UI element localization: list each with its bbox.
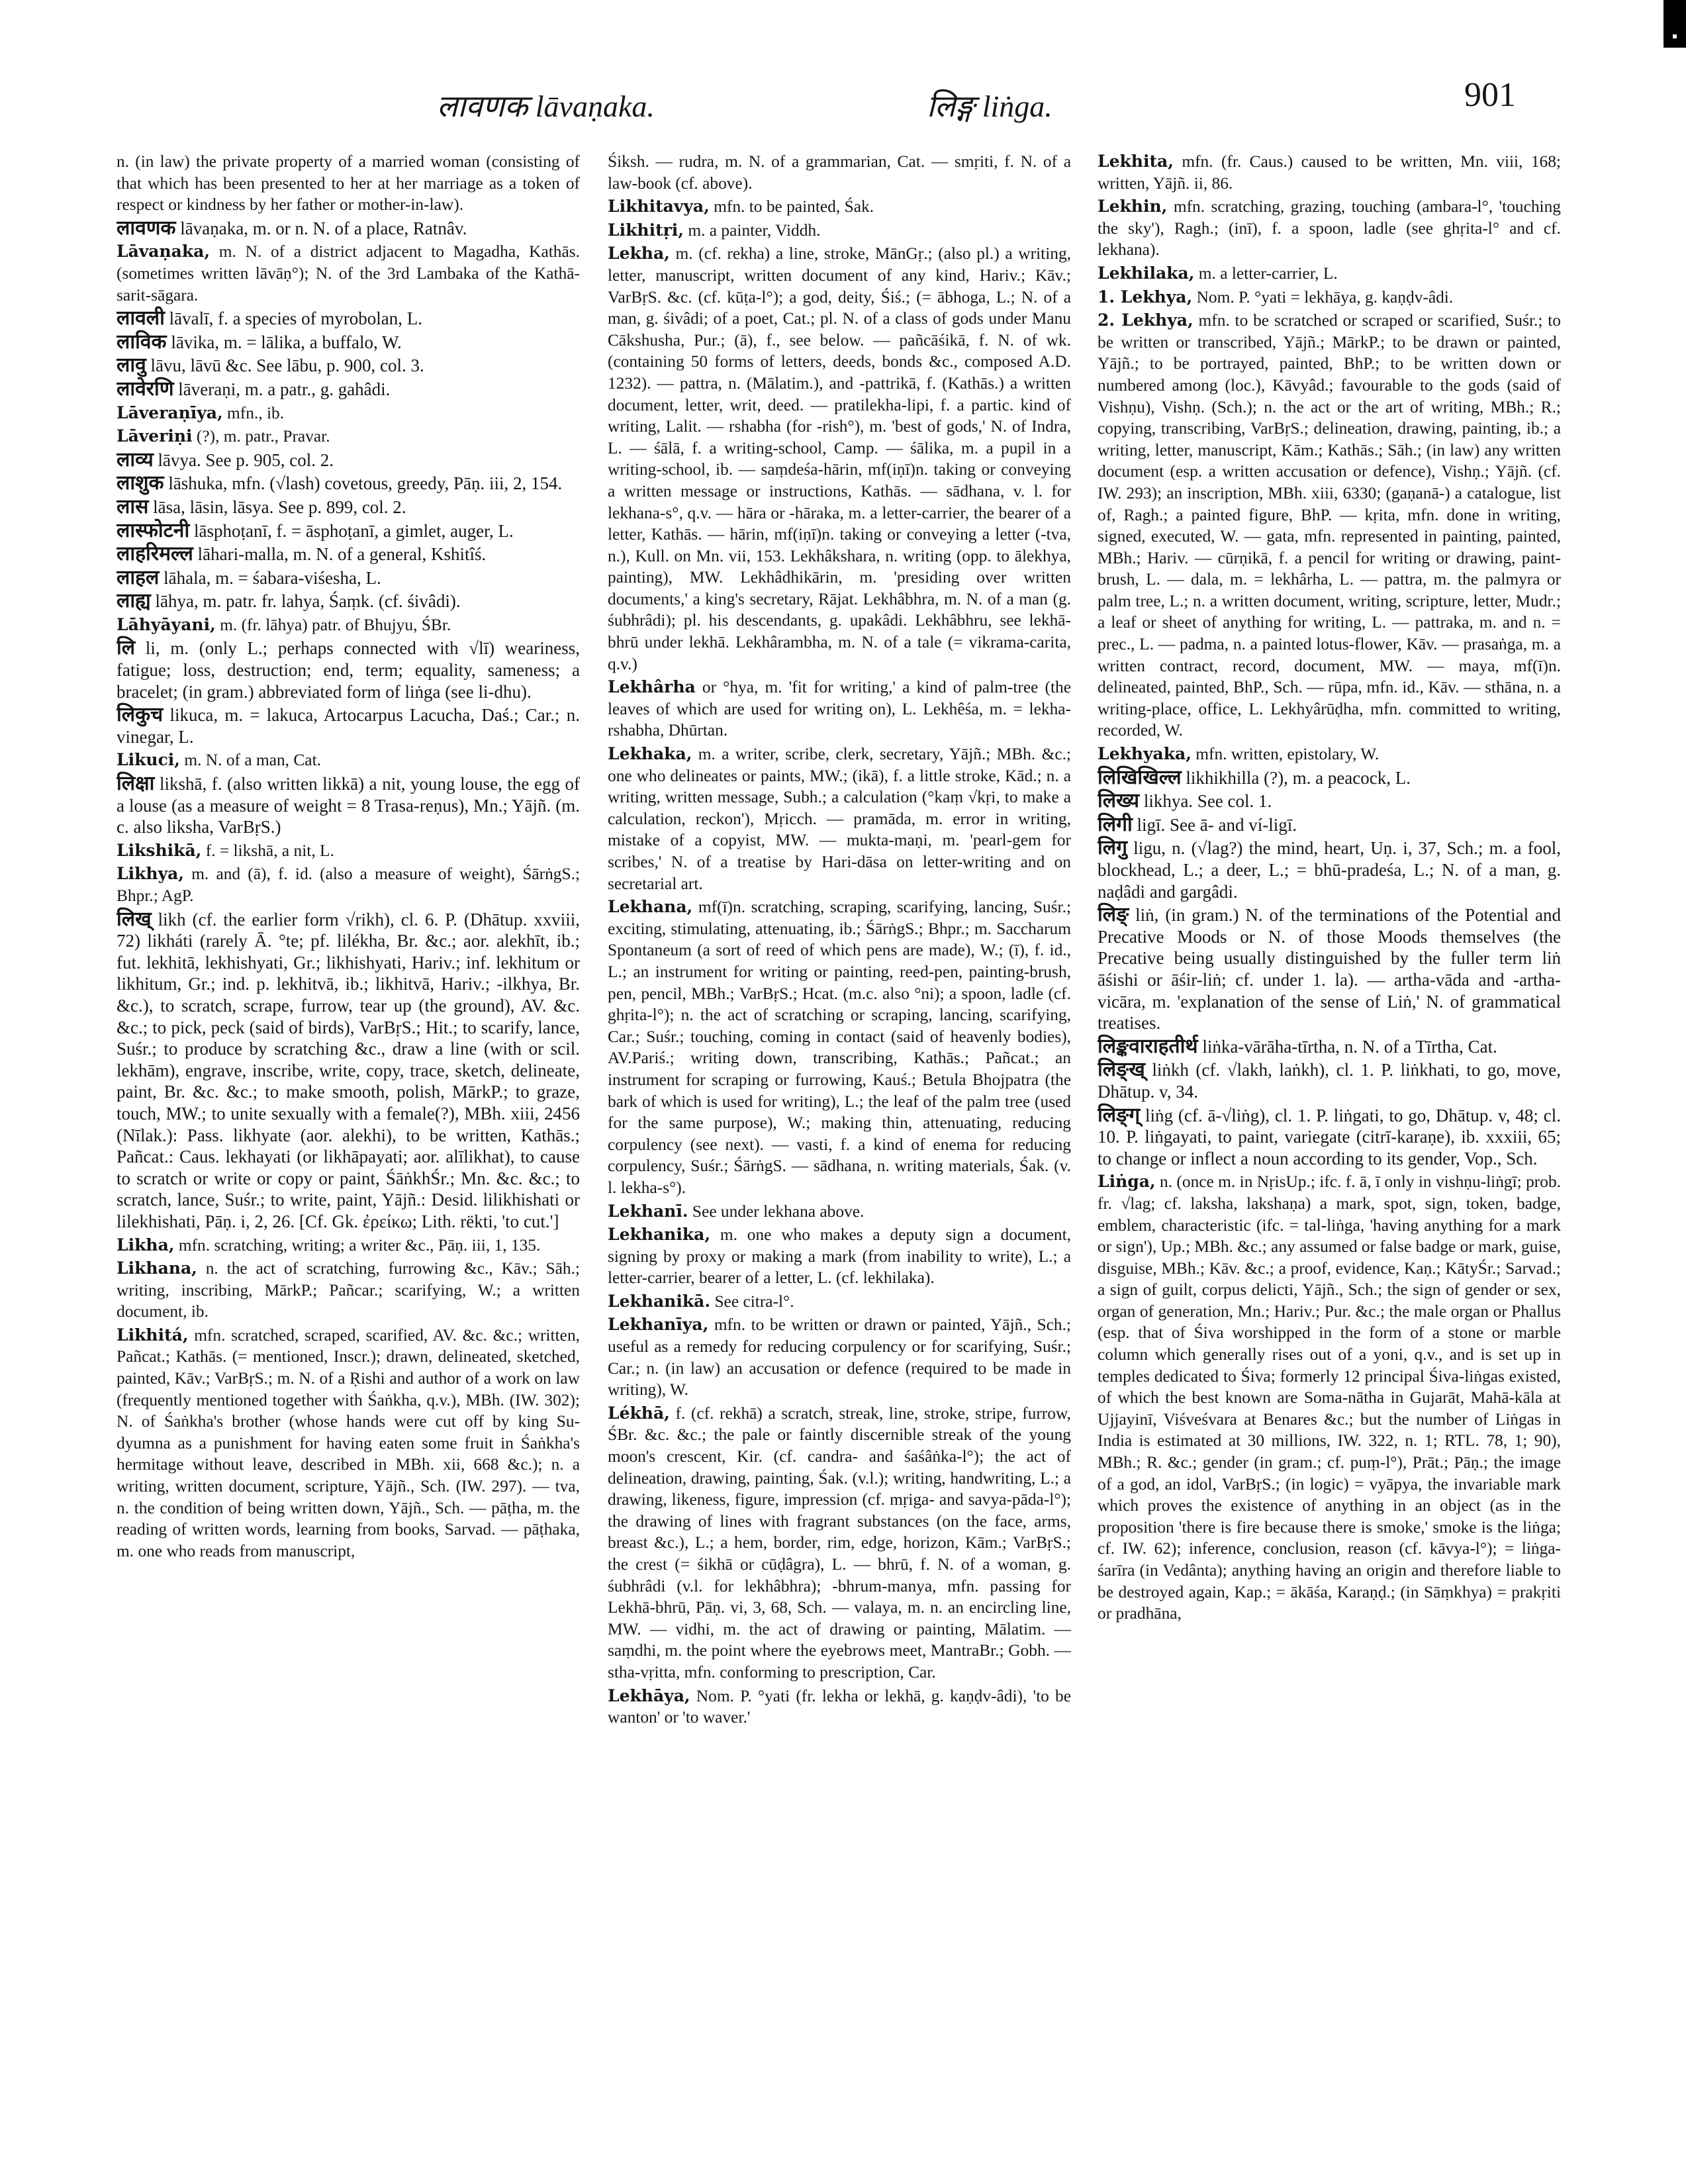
entry-headword: Likhitṛi, [608,220,684,240]
entry-headword: लाहल [117,565,160,589]
entry-text: m. a writer, scribe, clerk, secretary, Yājñ.; MBh. &c.; one who delineates or paints, MW.; (ikā), f. a little stroke, Kād.; n. a writing, written message, Subh.; a calculation (°kaṃ √kṛi, to make a calculation, reckon'), Mṛicch. — pramāda, m. error in writing, mistake of a copyist, MW. — mukta-maṇi, m. 'pearl-gem for scribes,' N. of a treatise by Hari-dāsa on letter-writing and on secretarial art. [608,745,1071,893]
entry-text: likuca, m. = lakuca, Artocarpus Lacucha, Daś.; Car.; n. vinegar, L. [117,705,580,747]
entry-headword: लिक्षा [117,772,155,796]
dictionary-entry [1098,1105,1561,1170]
entry-text: Śiksh. — rudra, m. N. of a grammarian, Cat. — smṛiti, f. N. of a law-book (cf. above). [608,152,1071,193]
entry-text: Nom. P. °yati = lekhāya, g. kaṇḍv-âdi. [1196,287,1454,307]
entry-text: lāveraṇi, m. a patr., g. gahâdi. [178,379,391,399]
entry-headword: Lekhaka, [608,744,692,764]
dictionary-entry [1098,196,1561,261]
dictionary-entry [117,218,580,240]
entry-headword: लिख् [117,907,152,931]
entry-text: mfn. to be painted, Śak. [714,197,874,216]
dictionary-entry [117,544,580,565]
entry-text: n. (once m. in NṛisUp.; ifc. f. ā, ī only in vishṇu-liṅgī; prob. fr. √lag; cf. laksha, lakshaṇa) a mark, spot, sign, token, badge, emblem, characteristic (ifc. = tal-liṅga, 'having anything for a mark or sign'), Up.; MBh. &c.; any assumed or false badge or mark, guise, disguise, MBh.; Kāv. &c.; a proof, evidence, Kaṇ.; KātyŚr.; Sarvad.; a sign of guilt, corpus delicti, Yājñ., Sch.; the sign of gender or sex, organ of generation, Mn.; Hariv.; Pur. &c.; the male organ or Phallus (esp. that of Śiva worshipped in the form of a stone or marble column which generally rises out of a yoni, q.v., and is set up in temples dedicated to Śiva; formerly 12 principal Śiva-liṅgas existed, of which the best known are Soma-nātha in Gujarāt, Mahā-kāla at Ujjayinī, Viśveśvara at Benares &c.; but the number of Liṅgas in India is estimated at 30 millions, IW. 322, n. 1; RTL. 78, 1; 90), MBh.; R. &c.; gender (in gram.; cf. puṃ-l°), Prāt.; Pāṇ.; the image of a god, an idol, VarBṛS.; (in logic) = vyāpya, the invariable mark which proves the existence of anything in an object (as in the proposition 'there is fire because there is smoke,' smoke is the liṅga; cf. IW. 62); inference, conclusion, reason (cf. kāvya-l°); = liṅga-śarīra (in Vedânta); anything having an origin and therefore liable to be destroyed again, Kap.; = ākāśa, Karaṇḍ.; (in Sāṃkhya) = prakṛiti or pradhāna, [1098,1172,1561,1623]
entry-headword: लिङ् [1098,903,1129,927]
entry-text: See under lekhana above. [692,1202,865,1221]
header-middle-guideword: लिङ्ग liṅga. [927,89,1053,123]
entry-headword: Lāveriṇi [117,426,193,446]
dictionary-entry [117,773,580,838]
dictionary-entry [608,220,1071,242]
entry-headword: Likha, [117,1235,175,1255]
entry-text: mfn. (fr. Caus.) caused to be written, Mn. viii, 168; written, Yājñ. ii, 86. [1098,152,1561,193]
entry-headword: Lekhârha [608,677,696,697]
dictionary-entry [117,567,580,589]
entry-text: m. a painter, Viddh. [688,220,821,240]
entry-text: liṅkh (cf. √lakh, laṅkh), cl. 1. P. liṅkhati, to go, move, Dhātup. v, 34. [1098,1060,1561,1102]
dictionary-entry [117,638,580,702]
column-middle [608,151,1071,2138]
dictionary-entry [608,896,1071,1198]
dictionary-entry [117,450,580,471]
entry-headword: Lekhanīya, [608,1315,709,1335]
dictionary-entry [117,473,580,495]
column-right [1098,151,1561,2138]
dictionary-entry [1098,837,1561,902]
entry-headword: Lekhanikā. [608,1291,711,1311]
entry-text: lāhala, m. = śabara-viśesha, L. [164,567,381,588]
entry-text: lāvaṇaka, m. or n. N. of a place, Ratnâv. [180,218,467,238]
dictionary-entry [117,614,580,636]
entry-headword: Liṅga, [1098,1172,1156,1192]
entry-text: f. (cf. rekhā) a scratch, streak, line, stroke, stripe, furrow, ŚBr. &c. &c.; the pale or faintly discernible streak of the young moon's crescent, Kir. (cf. candra- and śaśâṅka-l°); the act of delineation, drawing, painting, Śak. (v.l.); writing, handwriting, L.; a drawing, likeness, figure, impression (cf. mṛiga- and savya-pāda-l°); the drawing of lines with fragrant substances (on the face, arms, breast &c.), L.; a hem, border, rim, edge, horizon, Kām.; VarBṛS.; the crest (= śikhā or cūḍâgra), L. — bhrū, f. N. of a woman, g. śubhrâdi (v.l. for lekhâbhra); -bhrum-manya, mfn. passing for Lekhā-bhrū, Pāṇ. vi, 3, 68, Sch. — valaya, m. n. an encircling line, MW. — vidhi, m. the act of drawing or painting, Mālatim. — saṃdhi, m. the point where the eyebrows meet, MantraBr.; Gobh. — stha-vṛitta, mfn. conforming to prescription, Car. [608,1403,1071,1682]
entry-headword: लास्फोटनी [117,518,190,542]
dictionary-entry [117,520,580,542]
entry-text: likhikhilla (?), m. a peacock, L. [1186,767,1411,788]
page-number: 901 [1464,76,1516,114]
corner-dot [1673,34,1677,38]
entry-text: m. and (ā), f. id. (also a measure of weight), ŚārṅgS.; Bhpr.; AgP. [117,865,580,905]
dictionary-entry [1098,263,1561,285]
dictionary-entry [608,151,1071,194]
entry-headword: Lekhanī. [608,1201,688,1221]
entry-text: (?), m. patr., Pravar. [196,427,330,446]
entry-headword: Lekhilaka, [1098,263,1195,283]
entry-headword: 2. Lekhya, [1098,310,1194,330]
dictionary-entry [1098,151,1561,194]
entry-headword: लास [117,495,149,518]
dictionary-entry [117,379,580,401]
entry-headword: लावली [117,307,165,330]
dictionary-entry [1098,814,1561,836]
dictionary-entry [608,1314,1071,1400]
entry-text: lāvya. See p. 905, col. 2. [158,450,334,470]
entry-headword: Lāveraṇīya, [117,403,223,422]
entry-text: mfn. scratched, scraped, scarified, AV. &c. &c.; written, Pañcat.; Kathās. (= mentioned, Inscr.); drawn, delineated, sketched, painted, Kāv.; VarBṛS.; m. N. of a Ṛishi and author of a work on law (frequently mentioned together with Śaṅkha, q.v.), MBh. (IW. 302); N. of Śaṅkha's brother (whose hands were cut off by king Su-dyumna as a punishment for having eaten some fruit in Śaṅkha's hermitage without leave, described in MBh. xii, 668 &c.); n. a writing, written document, scripture, Yājñ., Sch. (IW. 297). — tva, n. the condition of being written down, Yājñ., Sch. — pāṭha, m. the reading of written words, learning from books, Sarvad. — pāṭhaka, m. one who reads from manuscript, [117,1325,580,1560]
dictionary-entry [1098,287,1561,309]
entry-text: mfn. scratching, grazing, touching (ambara-l°, 'touching the sky'), Ragh.; (inī), f. a spoon, ladle (see ghṛita-l° and cf. lekhana). [1098,197,1561,260]
dictionary-entry [1098,1171,1561,1624]
entry-text: mfn. to be scratched or scraped or scarified, Suśr.; to be written or transcribed, Yājñ.; MārkP.; to be drawn or painted, Yājñ.; to be portrayed, painted, BhP.; to be written down or numbered among (loc.), Kāvyâd.; favourable to the gods (said of Vishṇu), Vishṇ. (Sch.); n. the act or the art of writing, MBh.; R.; copying, transcribing, VarBṛS.; delineation, drawing, painting, ib.; a writing, letter, manuscript, Kām.; Kathās.; Sāh.; (in law) any written document (esp. a written accusation or defence), Vishṇ.; Yājñ. (cf. IW. 293); an inscription, MBh. xiii, 6330; (gaṇanā-) a catalogue, list of, Ragh.; a painted figure, BhP. — kṛita, mfn. done in writing, signed, executed, W. — gata, mfn. represented in painting, painted, MBh.; Hariv. — cūrṇikā, f. a pencil for writing or drawing, paint-brush, L. — dala, m. = lekhârha, L. — pattra, m. the palmyra or palm tree, L.; n. a written document, writing, scripture, letter, Mudr.; a leaf or sheet of anything for writing, L. — pattraka, m. and n. = prec., L. — padma, n. a painted lotus-flower, Kāv. — prasaṅga, m. a written contract, record, document, MW. — maya, mf(ī)n. delineated, painted, BhP., Sch. — rūpa, mfn. id., Kāv. — sthāna, n. a writing-place, office, L. Lekhyârūḍha, mfn. committed to writing, recorded, W. [1098,311,1561,740]
entry-text: lāvu, lāvū &c. See lābu, p. 900, col. 3. [150,356,424,376]
entry-headword: Lekhyaka, [1098,744,1192,764]
entry-headword: 1. Lekhya, [1098,287,1193,307]
dictionary-entry [117,151,580,216]
entry-text: lāhari-malla, m. N. of a general, Kshitîś. [197,544,487,565]
dictionary-entry [117,840,580,862]
dictionary-entry [117,332,580,354]
dictionary-entry [117,1325,580,1562]
dictionary-entry [117,355,580,377]
entry-text: mf(ī)n. scratching, scraping, scarifying, lancing, Suśr.; exciting, stimulating, attenuating, ib.; ŚārṅgS.; Bhpr.; m. Saccharum Spontaneum (a sort of reed of which pens are made), W.; (ī), f. id., L.; an instrument for writing or painting, reed-pen, painting-brush, pen, pencil, MBh.; VarBṛS.; Hcat. (m.c. also °ni); a spoon, ladle (cf. ghṛita-l°); n. the act of scratching or scraping, lancing, scarifying, Car.; Suśr.; touching, coming in contact (said of heavenly bodies), AV.Pariś.; writing down, transcribing, Kathās.; Pañcat.; an instrument for scraping or furrowing, Kauś.; Betula Bhojpatra (the bark of which is used for writing), L.; the leaf of the palm tree (used for the same purpose), W.; making thin, attenuating, reducing corpulency (see next). — vasti, f. a kind of enema for reducing corpulency, Suśr.; ŚārṅgS. — sādhana, n. writing materials, Śak. (v. l. lekha-s°). [608,898,1071,1197]
entry-text: likhya. See col. 1. [1143,791,1272,812]
entry-text: mfn. scratching, writing; a writer &c., Pāṇ. iii, 1, 135. [178,1235,541,1255]
entry-text: lāsa, lāsin, lāsya. See p. 899, col. 2. [153,497,406,517]
entry-text: f. = likshā, a nit, L. [205,841,334,860]
entry-headword: लिङ्ग् [1098,1103,1141,1127]
entry-text: liṅg (cf. ā-√liṅg), cl. 1. P. liṅgati, to go, Dhātup. v, 48; cl. 10. P. liṅgayati, to paint, variegate (citrī-karaṇe), ib. xxxiii, 65; to change or inflect a noun according to its gender, Vop., Sch. [1098,1105,1561,1168]
dictionary-entry [1098,310,1561,741]
dictionary-entry [117,308,580,330]
entry-text: See citra-l°. [714,1292,794,1311]
entry-text: li, m. (only L.; perhaps connected with √lī) weariness, fatigue; loss, destruction; end, term; equality, sameness; a bracelet; (in gram.) abbreviated form of liṅga (see li-dhu). [117,638,580,702]
entry-text: likh (cf. the earlier form √rikh), cl. 6. P. (Dhātup. xxviii, 72) likháti (rarely Ā. °te; pf. lilékha, Br. &c.; aor. alekhīt, ib.; fut. lekhitā, lekhishyati, Gr.; likhishyati, Hariv.; inf. lekhitum or likhitum, Gr.; ind. p. lekhitvā, ib.; likhitvā, Hariv.; -ilkhya, Br. &c.), to scratch, scrape, furrow, tear up (the ground), AV. &c. &c.; to pick, peck (said of birds), VarBṛS.; Hit.; to scarify, lance, Suśr.; to produce by scratching &c., draw a line (with or scil. lekhām), engrave, inscribe, write, copy, trace, sketch, delineate, paint, Br. &c. &c.; to make smooth, polish, MārkP.; to graze, touch, MW.; to unite sexually with a female(?), MBh. xiii, 2456 (Nīlak.): Pass. likhyate (aor. alekhi), to be written, Kathās.; Pañcat.: Caus. lekhayati (or likhāpayati; aor. alīlikhat), to cause to scratch or write or copy or paint, ŚāṅkhŚr.; Mn. &c. &c.; to scratch, lance, Suśr.; to write, paint, Yājñ.: Desid. lilikhishati or lilekhishati, Pāṇ. i, 2, 26. [Cf. Gk. ἐρείκω; Lith. rëkti, 'to cut.'] [117,909,580,1231]
entry-headword: Lekha, [608,244,670,263]
entry-text: m. (fr. lāhya) patr. of Bhujyu, ŚBr. [220,615,451,634]
column-left [117,151,580,2138]
entry-headword: लावेरणि [117,377,174,401]
entry-headword: Likhitavya, [608,197,710,216]
entry-headword: Likhya, [117,864,185,884]
corner-black-tab [1663,0,1686,48]
dictionary-entry [117,403,580,424]
dictionary-entry [608,1201,1071,1223]
entry-headword: Lékhā, [608,1403,670,1423]
entry-headword: लिगी [1098,812,1133,836]
dictionary-entry [117,426,580,448]
dictionary-entry [608,1224,1071,1289]
entry-headword: लिखिखिल्ल [1098,765,1182,789]
entry-headword: Likshikā, [117,840,202,860]
entry-headword: लाहरिमल्ल [117,542,193,566]
entry-headword: लिख्य [1098,789,1140,813]
entry-headword: लिगु [1098,836,1127,860]
entry-headword: Likhitá, [117,1325,189,1345]
entry-headword: लिङ्कवाराहतीर्थ [1098,1034,1198,1058]
entry-headword: Lāhyāyani, [117,614,216,634]
dictionary-entry [1098,1059,1561,1102]
entry-headword: Lekhana, [608,897,693,917]
entry-text: mfn. written, epistolary, W. [1195,745,1380,764]
dictionary-entry [608,196,1071,218]
entry-headword: लाविक [117,330,167,354]
page-header [113,76,1516,144]
dictionary-entry [608,1685,1071,1729]
dictionary-entry [117,591,580,612]
entry-headword: Lekhita, [1098,152,1174,171]
dictionary-entry [1098,743,1561,765]
entry-text: ligī. See ā- and ví-ligī. [1137,814,1297,835]
dictionary-entry [117,1258,580,1323]
dictionary-entry [117,497,580,518]
entry-text: n. (in law) the private property of a married woman (consisting of that which has been presented to her at her marriage as a token of respect or kindness by her father or mother-in-law). [117,152,580,214]
dictionary-entry [117,1235,580,1257]
dictionary-entry [117,241,580,306]
entry-headword: लाशुक [117,471,164,495]
entry-text: mfn. to be written or drawn or painted, Yājñ., Sch.; useful as a remedy for reducing corpulency or for scarifying, Suśr.; Car.; n. (in law) an accusation or defence (required to be made in writing), W. [608,1315,1071,1400]
dictionary-entry [608,743,1071,894]
dictionary-entry [608,1403,1071,1684]
entry-text: Nom. P. °yati (fr. lekha or lekhā, g. kaṇḍv-âdi), 'to be wanton' or 'to waver.' [608,1686,1071,1727]
entry-headword: लावु [117,354,146,377]
dictionary-entry [608,243,1071,675]
entry-headword: Lekhanika, [608,1225,711,1245]
entry-text: lāshuka, mfn. (√lash) covetous, greedy, Pāṇ. iii, 2, 154. [168,473,563,494]
dictionary-entry [117,863,580,906]
entry-headword: Lāvaṇaka, [117,242,211,261]
dictionary-entry [608,677,1071,741]
entry-text: likshā, f. (also written likkā) a nit, young louse, the egg of a louse (as a measure of weight = 8 Trasa-reṇus), Mn.; Yājñ. (m. c. also liksha, VarBṛS.) [117,774,580,837]
dictionary-entry [117,909,580,1233]
header-left-guideword: लावणक lāvaṇaka. [437,89,655,123]
entry-text: m. N. of a man, Cat. [184,751,321,770]
dictionary-entry [117,749,580,771]
entry-text: lāvika, m. = lālika, a buffalo, W. [171,332,402,352]
dictionary-entry [1098,790,1561,812]
dictionary-entry [1098,767,1561,789]
entry-text: liṅka-vārāha-tīrtha, n. N. of a Tīrtha, Cat. [1202,1036,1497,1057]
entry-headword: लिङ्ख् [1098,1058,1145,1082]
entry-headword: Lekhin, [1098,197,1168,216]
entry-text: m. one who makes a deputy sign a document, signing by proxy or making a mark (from inability to write), L.; a letter-carrier, bearer of a letter, L. (cf. lekhilaka). [608,1225,1071,1288]
entry-text: ligu, n. (√lag?) the mind, heart, Uṇ. i, 37, Sch.; m. a fool, blockhead, L.; a deer, L.; = bhū-pradeśa, L.; N. of a man, g. naḍâdi and gargâdi. [1098,838,1561,902]
entry-text: lāsphoṭanī, f. = āsphoṭanī, a gimlet, auger, L. [193,520,514,541]
entry-headword: Likhana, [117,1258,197,1278]
entry-text: m. N. of a district adjacent to Magadha, Kathās. (sometimes written lāvāṇ°); N. of the 3rd Lambaka of the Kathā-sarit-sāgara. [117,242,580,305]
entry-headword: Likuci, [117,750,180,770]
dictionary-entry [117,704,580,747]
entry-headword: लि [117,636,136,660]
entry-headword: लाह्य [117,589,151,613]
dictionary-entry [608,1291,1071,1313]
dictionary-entry [1098,1036,1561,1058]
entry-text: liṅ, (in gram.) N. of the terminations of the Potential and Precative Moods or N. of those Moods themselves (the Precative being usually distinguished by the fuller term liṅ āśishi or āśir-liṅ; cf. under 1. la). — artha-vāda and -artha-vicāra, m. 'explanation of the sense of Liṅ,' N. of grammatical treatises. [1098,905,1561,1033]
entry-headword: लाव्य [117,448,154,471]
entry-headword: Lekhāya, [608,1685,690,1705]
entry-text: n. the act of scratching, furrowing &c., Kāv.; Sāh.; writing, inscribing, MārkP.; Pañcar.; scarifying, W.; a written document, ib. [117,1259,580,1321]
entry-headword: लावणक [117,216,176,240]
entry-text: m. a letter-carrier, L. [1198,263,1338,283]
dictionary-entry [1098,904,1561,1034]
entry-text: lāhya, m. patr. fr. lahya, Śaṃk. (cf. śivâdi). [155,591,461,612]
entry-text: mfn., ib. [227,403,285,422]
entry-headword: लिकुच [117,703,164,727]
entry-text: or °hya, m. 'fit for writing,' a kind of palm-tree (the leaves of which are used for writing on), L. Lekhêśa, m. = lekha-rshabha, Dhūrtan. [608,678,1071,740]
entry-text: m. (cf. rekha) a line, stroke, MānGṛ.; (also pl.) a writing, letter, manuscript, written document of any kind, Hariv.; Kāv.; VarBṛS. &c. (cf. kūṭa-l°); a god, deity, Śiś.; (= ābhoga, L.; N. of a man, g. śivâdi; of a poet, Cat.; pl. N. of a class of gods under Manu Cākshusha, Pur.; (ā), f., see below. — pañcāśikā, f. N. of wk. (containing 50 forms of letters, deeds, bonds &c., composed A.D. 1232). — pattra, n. (Mālatim.), and -pattrikā, f. (Kathās.) a written document, letter, writ, deed. — pratilekha-lipi, f. a partic. kind of writing, Lalit. — rshabha (for -rish°), m. 'best of gods,' N. of Indra, L. — śālā, f. a writing-school, Camp. — śālika, m. a pupil in a writing-school, ib. — saṃdeśa-hārin, mf(iṇī)n. taking or conveying a written message or instructions, Kathās. — sādhana, v. l. for lekhana-s°, q.v. — hāra or -hāraka, m. a letter-carrier, the bearer of a letter, Kathās. — hārin, mf(iṇī)n. taking or conveying a letter (-tva, n.), Kull. on Mn. vii, 153. Lekhâkshara, n. writing (opp. to ālekhya, painting), MW. Lekhâdhikārin, m. 'presiding over written documents,' a king's secretary, Rājat. Lekhâbhra, m. N. of a man (g. śubhrâdi); pl. his descendants, g. upakâdi. Lekhâbhru, see lekhā-bhrū under lekhā. Lekhârambha, m. N. of a tale (= vikrama-carita, q.v.) [608,244,1071,673]
entry-text: lāvalī, f. a species of myrobolan, L. [169,309,423,329]
